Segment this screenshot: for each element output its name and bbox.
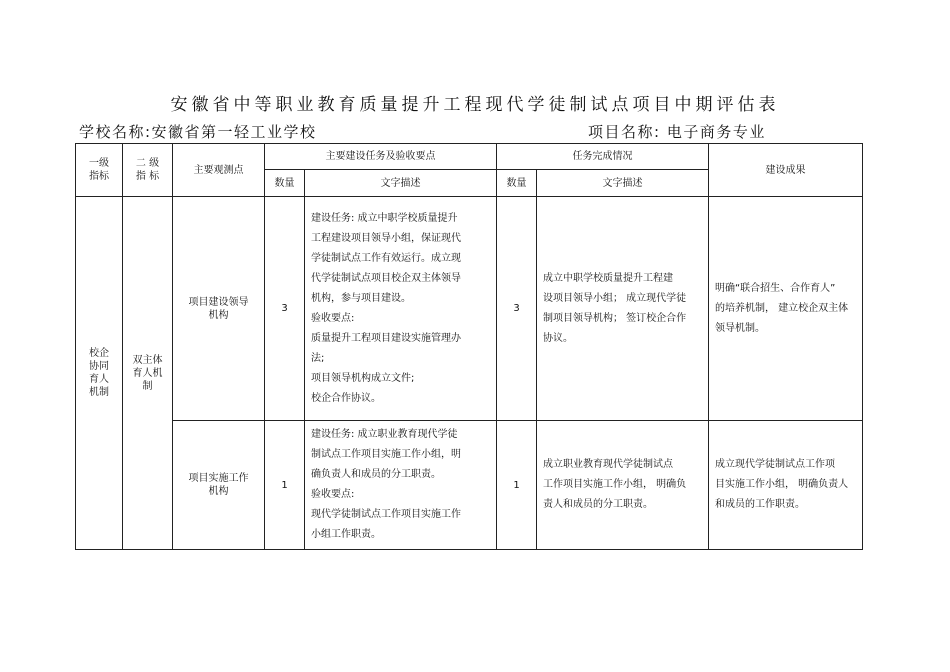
level2-indicator-line: 制 <box>142 380 153 392</box>
task-desc-line: 制试点工作项目实施工作小组，明 <box>311 449 461 460</box>
header-level2 <box>123 144 173 197</box>
done-desc-line: 制项目领导机构； 签订校企合作 <box>543 312 687 324</box>
header-done-qty: 数量 <box>497 170 537 197</box>
header-level1 <box>76 144 123 197</box>
results-line: 领导机制。 <box>715 322 765 334</box>
task-desc-line: 代学徒制试点项目校企双主体领导 <box>311 272 461 284</box>
level1-indicator-line: 机制 <box>89 387 109 398</box>
results-line: 的培养机制， 建立校企双主体 <box>715 302 849 314</box>
done-desc-line: 工作项目实施工作小组， 明确负 <box>543 479 687 490</box>
table-row <box>76 421 863 550</box>
level1-indicator-line: 协同 <box>89 361 109 372</box>
level1-indicator-line: 校企 <box>89 348 109 359</box>
task-qty-cell: 1 <box>265 421 305 550</box>
task-desc-line: 工程建设项目领导小组，保证现代 <box>311 232 461 244</box>
header-level1-line: 指标 <box>89 171 109 182</box>
level1-indicator-line: 育人 <box>89 374 109 385</box>
done-desc-line: 责人和成员的分工职责。 <box>543 499 653 510</box>
header-completion-group: 任务完成情况 <box>497 144 709 170</box>
level2-indicator-line: 育人机 <box>132 367 163 379</box>
observation-line: 机构 <box>208 309 229 321</box>
header-row-1 <box>76 144 863 170</box>
header-level2-line: 二 级 <box>135 158 160 169</box>
header-task-desc: 文字描述 <box>305 170 497 197</box>
observation-cell <box>173 421 265 550</box>
results-cell <box>709 421 863 550</box>
header-level2-line: 指 标 <box>135 171 160 182</box>
task-desc-line: 确负责人和成员的分工职责。 <box>311 469 441 480</box>
observation-line: 机构 <box>208 486 229 497</box>
task-desc-line: 学徒制试点工作有效运行。成立现 <box>311 252 461 264</box>
done-desc-line: 设项目领导小组； 成立现代学徒 <box>543 292 687 304</box>
project-name: 项目名称: 电子商务专业 <box>588 123 766 141</box>
level2-indicator-line: 双主体 <box>132 354 163 366</box>
observation-line: 项目实施工作 <box>188 473 249 484</box>
done-desc-cell <box>537 421 709 550</box>
header-results: 建设成果 <box>709 144 863 197</box>
evaluation-table <box>75 143 863 550</box>
document-title: 安徽省中等职业教育质量提升工程现代学徒制试点项目中期评估表 <box>170 95 780 115</box>
level1-indicator <box>76 197 123 550</box>
task-desc-line: 小组工作职责。 <box>311 529 381 540</box>
results-line: 明确“联合招生、合作育人” <box>715 282 836 294</box>
task-desc-cell <box>305 197 497 421</box>
task-desc-line: 法; <box>311 352 325 364</box>
done-desc-line: 协议。 <box>543 332 573 344</box>
school-name: 学校名称:安徽省第一轻工业学校 <box>79 123 317 141</box>
done-desc-line: 成立中职学校质量提升工程建 <box>543 272 673 284</box>
header-task-qty: 数量 <box>265 170 305 197</box>
task-desc-line: 校企合作协议。 <box>311 392 381 404</box>
header-observation: 主要观测点 <box>173 144 265 197</box>
header-done-desc: 文字描述 <box>537 170 709 197</box>
done-desc-line: 成立职业教育现代学徒制试点 <box>543 459 673 470</box>
header-tasks-group: 主要建设任务及验收要点 <box>265 144 497 170</box>
task-qty-cell: 3 <box>265 197 305 421</box>
task-desc-line: 现代学徒制试点工作项目实施工作 <box>311 509 461 520</box>
task-desc-line: 建设任务: 成立职业教育现代学徒 <box>311 429 458 440</box>
level2-indicator <box>123 197 173 550</box>
done-qty-cell: 3 <box>497 197 537 421</box>
task-desc-line: 验收要点: <box>311 489 355 500</box>
results-line: 和成员的工作职责。 <box>715 499 805 510</box>
task-desc-cell <box>305 421 497 550</box>
header-level1-line: 一级 <box>89 158 109 169</box>
observation-cell <box>173 197 265 421</box>
task-desc-line: 机构，参与项目建设。 <box>311 292 411 304</box>
task-desc-line: 项目领导机构成立文件; <box>311 372 415 384</box>
task-desc-line: 建设任务: 成立中职学校质量提升 <box>311 212 458 224</box>
done-qty-cell: 1 <box>497 421 537 550</box>
observation-line: 项目建设领导 <box>188 296 249 308</box>
table-row <box>76 197 863 421</box>
done-desc-cell <box>537 197 709 421</box>
results-cell <box>709 197 863 421</box>
task-desc-line: 质量提升工程项目建设实施管理办 <box>311 332 461 344</box>
results-line: 成立现代学徒制试点工作项 <box>715 459 835 470</box>
task-desc-line: 验收要点: <box>311 312 355 324</box>
results-line: 目实施工作小组， 明确负责人 <box>715 479 849 490</box>
